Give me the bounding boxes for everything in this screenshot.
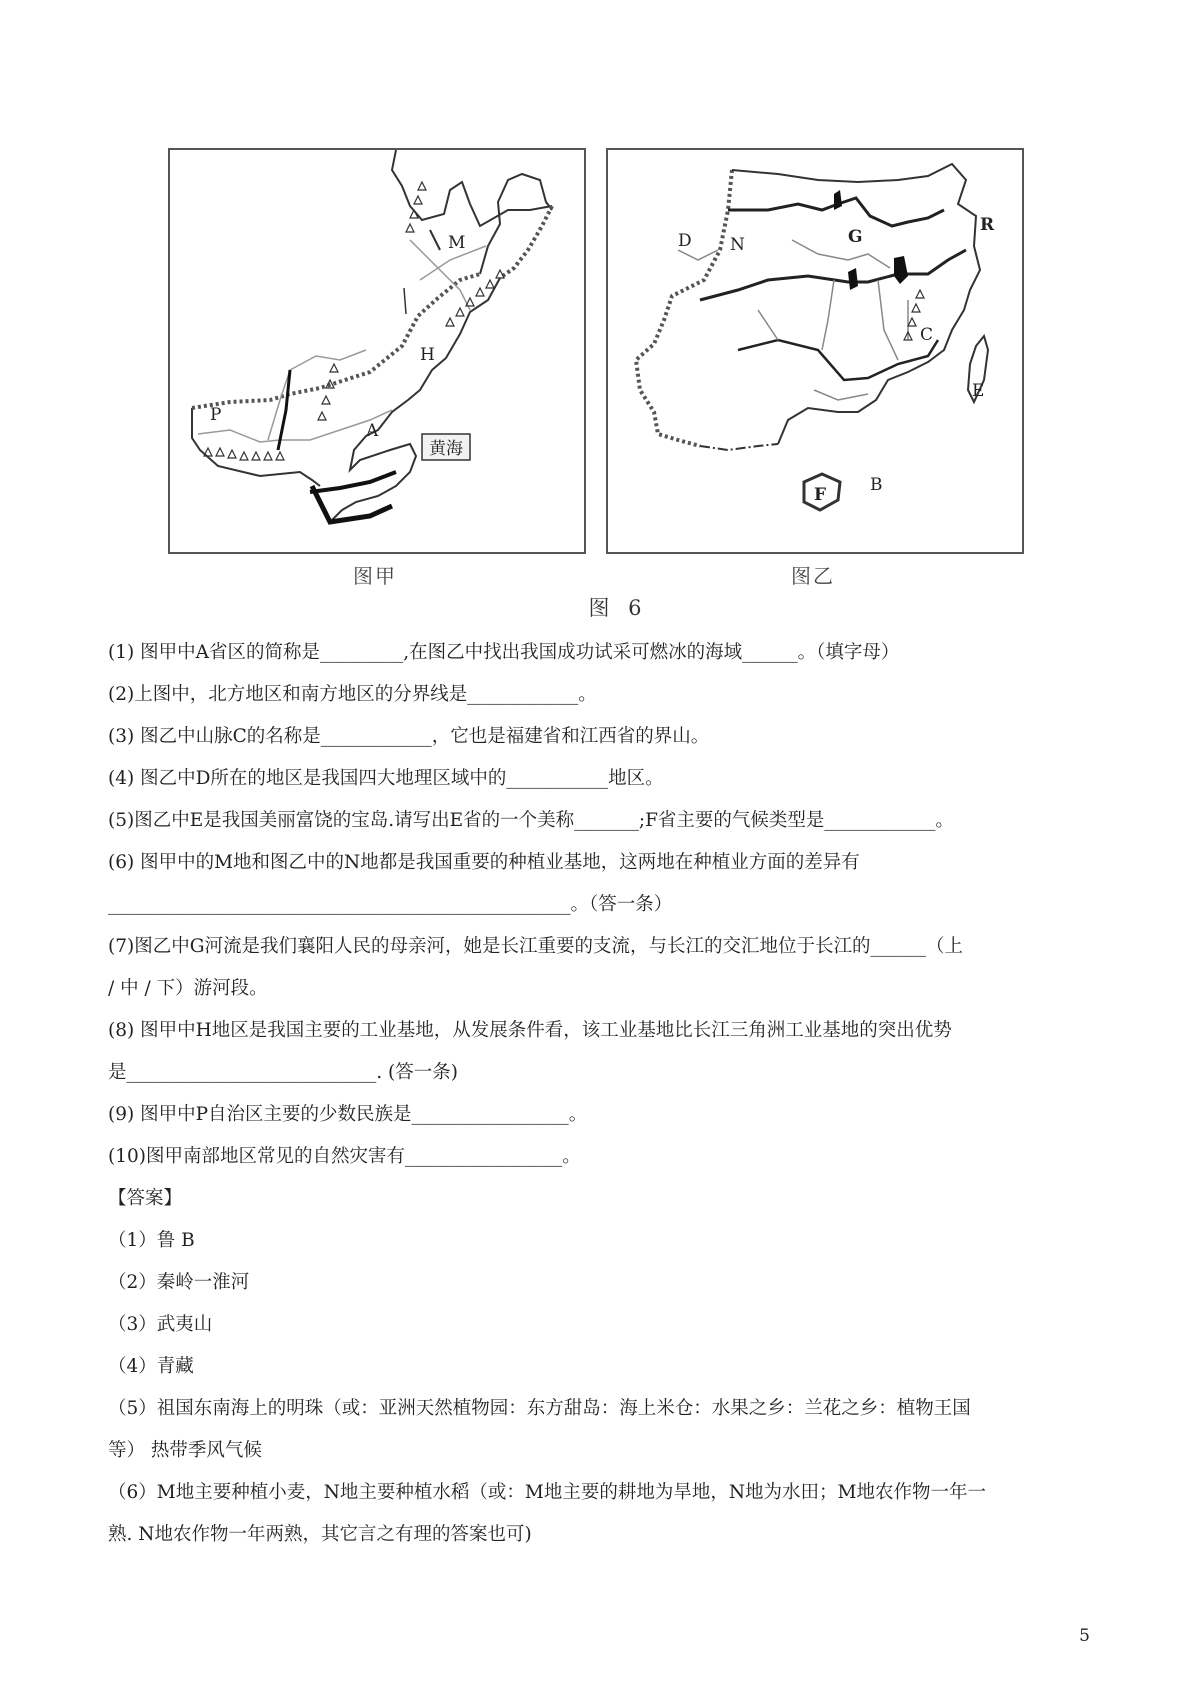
question-line: (1) 图甲中A省区的简称是_________,在图乙中找出我国成功试采可燃冰的海域______。（填字母） <box>108 642 900 663</box>
question-line: (4) 图乙中D所在的地区是我国四大地理区域中的___________地区。 <box>108 768 664 789</box>
answer-line: （5）祖国东南海上的明珠（或：亚洲天然植物园：东方甜岛：海上米仓：水果之乡：兰花之乡：植物王国 <box>108 1398 971 1419</box>
question-block <box>108 632 1098 1556</box>
question-line: 是___________________________. (答一条) <box>108 1062 458 1083</box>
map-jia <box>168 148 586 554</box>
caption-yi: 图乙 <box>791 564 835 588</box>
question-line: / 中 / 下）游河段。 <box>108 978 268 999</box>
question-line: (5)图乙中E是我国美丽富饶的宝岛.请写出E省的一个美称_______;F省主要的气候类型是____________。 <box>108 810 954 831</box>
answer-line: 熟. N地农作物一年两熟，其它言之有理的答案也可) <box>108 1524 532 1545</box>
map-yi <box>606 148 1024 554</box>
label-E: E <box>972 381 985 401</box>
question-line: (6) 图甲中的M地和图乙中的N地都是我国重要的种植业基地，这两地在种植业方面的差异有 <box>108 852 860 873</box>
label-D: D <box>678 231 692 251</box>
label-P: P <box>210 405 222 425</box>
question-line: (10)图甲南部地区常见的自然灾害有_________________。 <box>108 1146 581 1167</box>
label-M: M <box>448 233 466 253</box>
label-C: C <box>920 325 934 345</box>
answer-line: （3）武夷山 <box>108 1314 213 1335</box>
question-line: (3) 图乙中山脉C的名称是____________，它也是福建省和江西省的界山。 <box>108 726 710 747</box>
label-B: B <box>870 475 883 495</box>
label-H: H <box>420 345 435 365</box>
label-G: G <box>848 227 863 247</box>
figure-title: 图 6 <box>588 596 648 620</box>
page-number: 5 <box>1079 1626 1090 1646</box>
label-A: A <box>366 421 379 441</box>
label-F: F <box>814 485 827 505</box>
answer-line: （4）青藏 <box>108 1356 194 1377</box>
map-jia-drawing <box>170 150 584 552</box>
question-line: (7)图乙中G河流是我们襄阳人民的母亲河，她是长江重要的支流，与长江的交汇地位于长江的______（上 <box>108 936 963 957</box>
answer-line: 等） 热带季风气候 <box>108 1440 262 1461</box>
question-line: (8) 图甲中H地区是我国主要的工业基地，从发展条件看，该工业基地比长江三角洲工业基地的突出优势 <box>108 1020 952 1041</box>
label-R: R <box>980 215 995 235</box>
answer-line: （2）秦岭一淮河 <box>108 1272 250 1293</box>
question-line: (9) 图甲中P自治区主要的少数民族是_________________。 <box>108 1104 588 1125</box>
answer-line: （1）鲁 B <box>108 1230 195 1251</box>
map-yi-drawing <box>608 150 1022 552</box>
label-huanghai: 黄海 <box>429 439 463 459</box>
answer-line: （6）M地主要种植小麦，N地主要种植水稻（或：M地主要的耕地为旱地，N地为水田；M地农作物一年一 <box>108 1482 986 1503</box>
caption-jia: 图甲 <box>353 564 397 588</box>
figure-6 <box>168 148 1068 590</box>
question-line: (2)上图中，北方地区和南方地区的分界线是____________。 <box>108 684 597 705</box>
answers-heading: 【答案】 <box>108 1188 183 1209</box>
label-N: N <box>730 235 745 255</box>
question-line: __________________________________________________。（答一条） <box>108 894 673 915</box>
